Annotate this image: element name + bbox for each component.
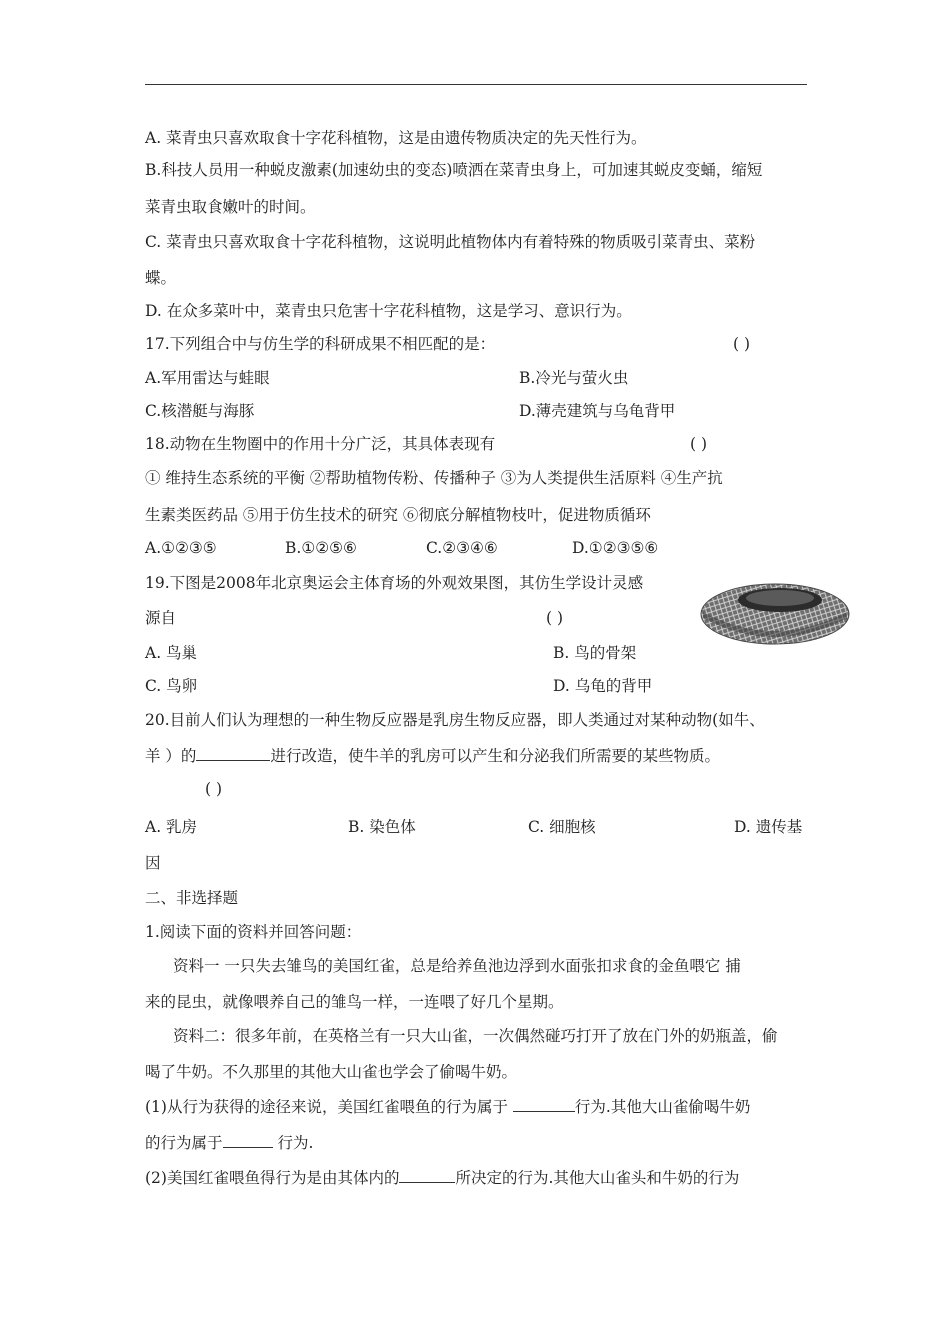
- part1-text-a: (1)从行为获得的途径来说，美国红雀喂鱼的行为属于: [145, 1098, 508, 1116]
- q20-answer-paren: ( ): [205, 780, 223, 798]
- q19-option-b: B. 鸟的骨架: [553, 644, 637, 662]
- part1-blank-1: [513, 1097, 575, 1112]
- section2-title: 二、非选择题: [145, 889, 239, 907]
- q17-answer-paren: ( ): [733, 335, 751, 353]
- q17-option-d: D.薄壳建筑与乌龟背甲: [519, 402, 676, 420]
- section2-q1-stem: 1.阅读下面的资料并回答问题：: [145, 923, 362, 941]
- q19-option-c: C. 鸟卵: [145, 677, 198, 695]
- q20-option-d-wrap: 因: [145, 854, 161, 872]
- part2-blank: [399, 1168, 455, 1183]
- q16-option-c-line2: 蝶。: [145, 269, 177, 287]
- q18-option-d: D.①②③⑤⑥: [572, 539, 659, 557]
- part1-line2: [145, 1133, 313, 1153]
- q20-stem-line2: [145, 746, 720, 766]
- part1-text-b: 行为.其他大山雀偷喝牛奶: [574, 1098, 751, 1116]
- q19-stem-line1: 19.下图是2008年北京奥运会主体育场的外观效果图，其仿生学设计灵感: [145, 574, 644, 592]
- q17-option-c: C.核潜艇与海豚: [145, 402, 255, 420]
- q20-fill-blank: [196, 746, 270, 761]
- q18-option-c: C.②③④⑥: [426, 539, 498, 557]
- q19-option-d: D. 乌龟的背甲: [553, 677, 653, 695]
- material2-line2: 喝了牛奶。不久那里的其他大山雀也学会了偷喝牛奶。: [145, 1063, 518, 1081]
- part1-text-d: 行为.: [277, 1134, 314, 1152]
- q19-stem-line2: 源自: [145, 609, 177, 627]
- part1-text-c: 的行为属于: [145, 1134, 223, 1152]
- q17-option-b: B.冷光与萤火虫: [519, 369, 629, 387]
- q16-option-b-line1: B.科技人员用一种蜕皮激素(加速幼虫的变态)喷洒在菜青虫身上，可加速其蜕皮变蛹，缩短: [145, 161, 763, 179]
- q20-option-d: D. 遗传基: [734, 818, 803, 836]
- q20-option-b: B. 染色体: [348, 818, 416, 836]
- q16-option-b-line2: 菜青虫取食嫩叶的时间。: [145, 198, 316, 216]
- q16-option-a: A. 菜青虫只喜欢取食十字花科植物，这是由遗传物质决定的先天性行为。: [145, 129, 647, 147]
- material2-line1: 资料二：很多年前，在英格兰有一只大山雀，一次偶然碰巧打开了放在门外的奶瓶盖，偷: [173, 1027, 778, 1045]
- q17-stem: 17.下列组合中与仿生学的科研成果不相匹配的是：: [145, 335, 496, 353]
- q17-option-a: A.军用雷达与蛙眼: [145, 369, 270, 387]
- q19-option-a: A. 鸟巢: [145, 644, 198, 662]
- birds-nest-stadium-image: [700, 574, 850, 646]
- material1-line1: 资料一 一只失去雏鸟的美国红雀，总是给养鱼池边浮到水面张扣求食的金鱼喂它 捕: [173, 957, 741, 975]
- part1-line1: [145, 1097, 750, 1117]
- q20-stem-part2: 进行改造，使牛羊的乳房可以产生和分泌我们所需要的某些物质。: [270, 747, 720, 765]
- material1-line2: 来的昆虫，就像喂养自己的雏鸟一样，一连喂了好几个星期。: [145, 993, 564, 1011]
- header-rule: [145, 84, 807, 85]
- q18-items-line2: 生素类医药品 ⑤用于仿生技术的研究 ⑥彻底分解植物枝叶，促进物质循环: [145, 506, 651, 524]
- q18-option-b: B.①②⑤⑥: [285, 539, 357, 557]
- q18-answer-paren: ( ): [690, 435, 708, 453]
- part2-text-b: 所决定的行为.其他大山雀头和牛奶的行为: [455, 1169, 740, 1187]
- q18-items-line1: ① 维持生态系统的平衡 ②帮助植物传粉、传播种子 ③为人类提供生活原料 ④生产抗: [145, 469, 723, 487]
- part2-text-a: (2)美国红雀喂鱼得行为是由其体内的: [145, 1169, 400, 1187]
- q16-option-c-line1: C. 菜青虫只喜欢取食十字花科植物，这说明此植物体内有着特殊的物质吸引菜青虫、菜粉: [145, 233, 756, 251]
- q20-option-c: C. 细胞核: [528, 818, 596, 836]
- q18-stem: 18.动物在生物圈中的作用十分广泛，其具体表现有: [145, 435, 496, 453]
- part1-blank-2: [223, 1133, 273, 1148]
- part2-line1: [145, 1168, 739, 1188]
- q18-option-a: A.①②③⑤: [145, 539, 217, 557]
- q16-option-d: D. 在众多菜叶中，菜青虫只危害十字花科植物，这是学习、意识行为。: [145, 302, 632, 320]
- q20-option-a: A. 乳房: [145, 818, 198, 836]
- q20-stem-part1: 羊 ）的: [145, 747, 197, 765]
- q19-answer-paren: ( ): [546, 609, 564, 627]
- q20-stem-line1: 20.目前人们认为理想的一种生物反应器是乳房生物反应器，即人类通过对某种动物(如牛、: [145, 711, 765, 729]
